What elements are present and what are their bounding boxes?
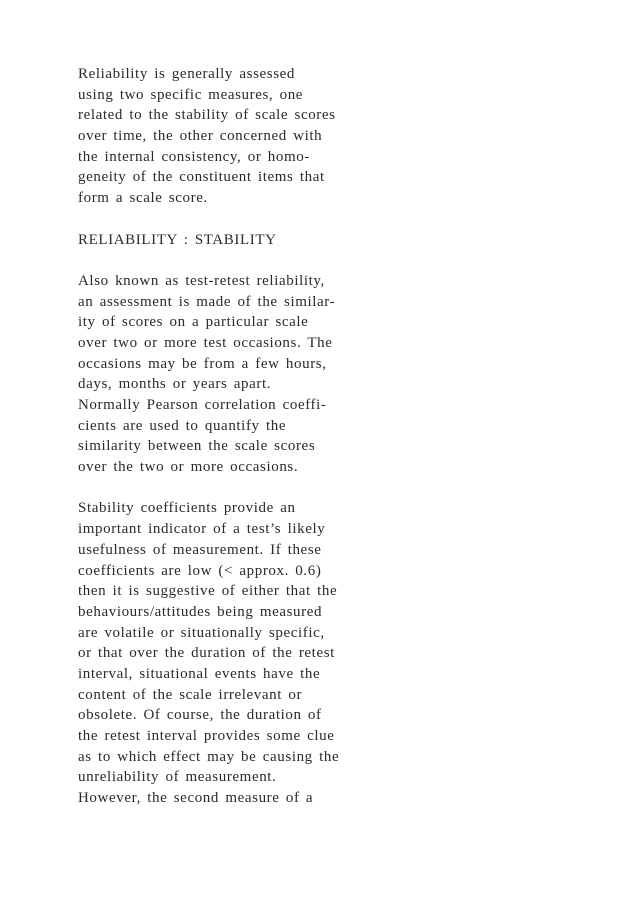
body-text — [78, 64, 378, 809]
text-line: interval, situational events have the — [78, 665, 321, 682]
text-line: usefulness of measurement. If these — [78, 541, 322, 558]
text-line: cients are used to quantify the — [78, 417, 287, 434]
text-line: occasions may be from a few hours, — [78, 355, 327, 372]
text-line: obsolete. Of course, the duration of — [78, 707, 322, 724]
text-line: behaviours/attitudes being measured — [78, 603, 323, 620]
paragraph-stability-coefficients — [78, 498, 378, 808]
text-line: geneity of the constituent items that — [78, 169, 325, 186]
text-line: the retest interval provides some clue — [78, 728, 335, 744]
text-line: Stability coefficients provide an — [78, 500, 296, 517]
paragraph-gap — [78, 478, 378, 499]
paragraph-gap — [78, 250, 378, 271]
text-line: days, months or years apart. — [78, 376, 272, 393]
paragraph-intro — [78, 64, 378, 209]
text-line: ity of scores on a particular scale — [78, 314, 309, 331]
text-line: similarity between the scale scores — [78, 438, 316, 455]
text-line: as to which effect may be causing the — [78, 748, 340, 765]
text-line: over two or more test occasions. The — [78, 334, 333, 351]
text-line: However, the second measure of a — [78, 790, 314, 807]
text-line: content of the scale irrelevant or — [78, 686, 303, 703]
text-line: or that over the duration of the retest — [78, 645, 335, 662]
text-line: are volatile or situationally specific, — [78, 624, 325, 641]
text-line: Reliability is generally assessed — [78, 66, 296, 82]
text-line: Also known as test-retest reliability, — [78, 272, 325, 289]
text-line: the internal consistency, or homo- — [78, 148, 310, 165]
paragraph-test-retest — [78, 271, 378, 478]
text-line: related to the stability of scale scores — [78, 107, 336, 124]
heading-line: RELIABILITY : STABILITY — [78, 231, 277, 248]
text-line: an assessment is made of the similar- — [78, 293, 336, 310]
text-line: form a scale score. — [78, 190, 208, 207]
text-line: over time, the other concerned with — [78, 128, 323, 145]
text-line: coefficients are low (< approx. 0.6) — [78, 562, 322, 579]
section-heading — [78, 230, 378, 251]
paragraph-gap — [78, 209, 378, 230]
text-line: important indicator of a test’s likely — [78, 521, 326, 538]
text-line: using two specific measures, one — [78, 86, 304, 103]
text-line: unreliability of measurement. — [78, 769, 277, 786]
text-line: then it is suggestive of either that the — [78, 583, 338, 600]
text-line: Normally Pearson correlation coeffi- — [78, 397, 327, 413]
text-line: over the two or more occasions. — [78, 459, 299, 476]
